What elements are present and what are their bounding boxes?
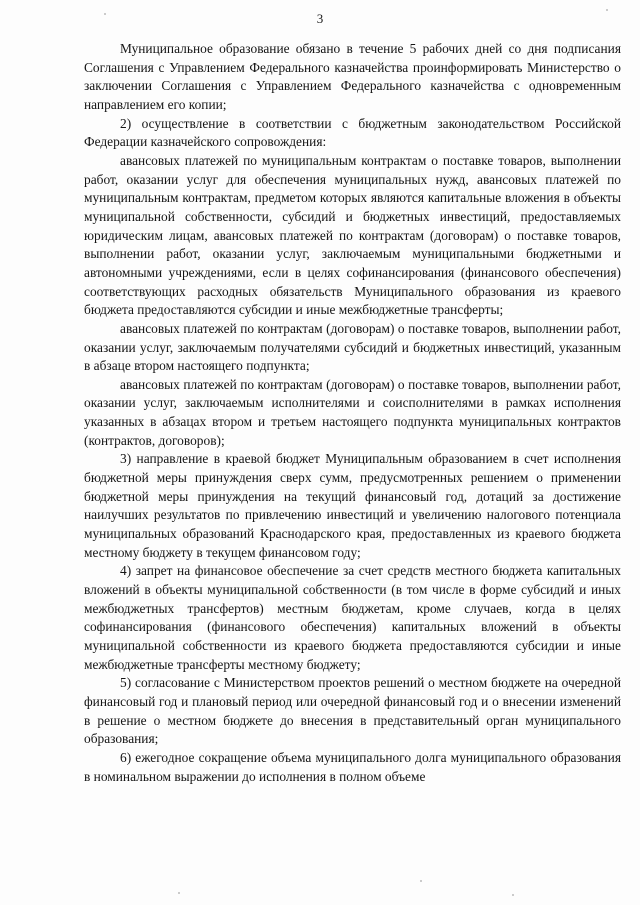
- scan-speck: [420, 880, 422, 882]
- paragraph-item-2-treasury-support: 2) осуществление в соответствии с бюджетным законодательством Российской Федерации казначейского сопровождения:: [84, 115, 621, 150]
- scan-speck: [512, 894, 514, 896]
- scan-speck: [104, 13, 106, 15]
- scan-speck: [178, 892, 180, 894]
- paragraph-item-6-debt-reduction: 6) ежегодное сокращение объема муниципального долга муниципального образования в номинальном выражении до исполнения в полном объеме: [84, 749, 621, 784]
- paragraph-item-3-budget-transfer: 3) направление в краевой бюджет Муниципальным образованием в счет исполнения бюджетной меры принуждения сверх сумм, предусмотренных решением о применении бюджетной меры принуждения на текущий финансовый год, дотаций за достижение наилучших результатов по привлечению инвестиций и увеличению налогового потенциала муниципальных образований Краснодарского края, предоставленных из краевого бюджета местному бюджету в текущем финансовом году;: [84, 451, 621, 560]
- paragraph-advance-payments-recipients: авансовых платежей по контрактам (договорам) о поставке товаров, выполнении работ, оказании услуг, заключаемым получателями субсидий и бюджетных инвестиций, указанным в абзаце втором настоящего подпункта;: [84, 320, 621, 374]
- paragraph-treasury-agreement: Муниципальное образование обязано в течение 5 рабочих дней со дня подписания Соглашения с Управлением Федерального казначейства проинформировать Министерство о заключении Соглашения с Управлением Федерального казначейства с одновременным направлением его копии;: [84, 41, 621, 112]
- paragraph-advance-payments-contractors: авансовых платежей по контрактам (договорам) о поставке товаров, выполнении работ, оказании услуг, заключаемым исполнителями и соисполнителями в рамках исполнения указанных в абзацах втором и третьем настоящего подпункта муниципальных контрактов (контрактов, договоров);: [84, 376, 621, 448]
- document-body: [84, 40, 621, 786]
- paragraph-advance-payments-municipal: авансовых платежей по муниципальным контрактам о поставке товаров, выполнении работ, оказании услуг для обеспечения муниципальных нужд, авансовых платежей по муниципальным контрактам, предметом которых являются капитальные вложения в объекты муниципальной собственности, субсидий и бюджетных инвестиций, предоставляемых юридическим лицам, авансовых платежей по контрактам (договорам) о поставке товаров, выполнении работ, оказании услуг, заключаемым муниципальными бюджетными и автономными учреждениями, если в целях софинансирования (финансового обеспечения) соответствующих расходных обязательств Муниципального образования из краевого бюджета предоставляются субсидии и иные межбюджетные трансферты;: [84, 152, 621, 318]
- paragraph-item-4-capital-investment-ban: 4) запрет на финансовое обеспечение за счет средств местного бюджета капитальных вложений в объекты муниципальной собственности (в том числе в форме субсидий и иных межбюджетных трансфертов) местным бюджетам, кроме случаев, когда в целях софинансирования (финансового обеспечения) капитальных вложений в объекты муниципальной собственности из краевого бюджета предоставляются субсидии и иные межбюджетные трансферты местному бюджету;: [84, 563, 621, 672]
- scan-speck: [606, 9, 608, 11]
- paragraph-item-5-budget-approval: 5) согласование с Министерством проектов решений о местном бюджете на очередной финансовый год и плановый период или очередной финансовый год и о внесении изменений в решение о местном бюджете до внесения в представительный орган муниципального образования;: [84, 675, 621, 747]
- page-number: 3: [316, 11, 324, 26]
